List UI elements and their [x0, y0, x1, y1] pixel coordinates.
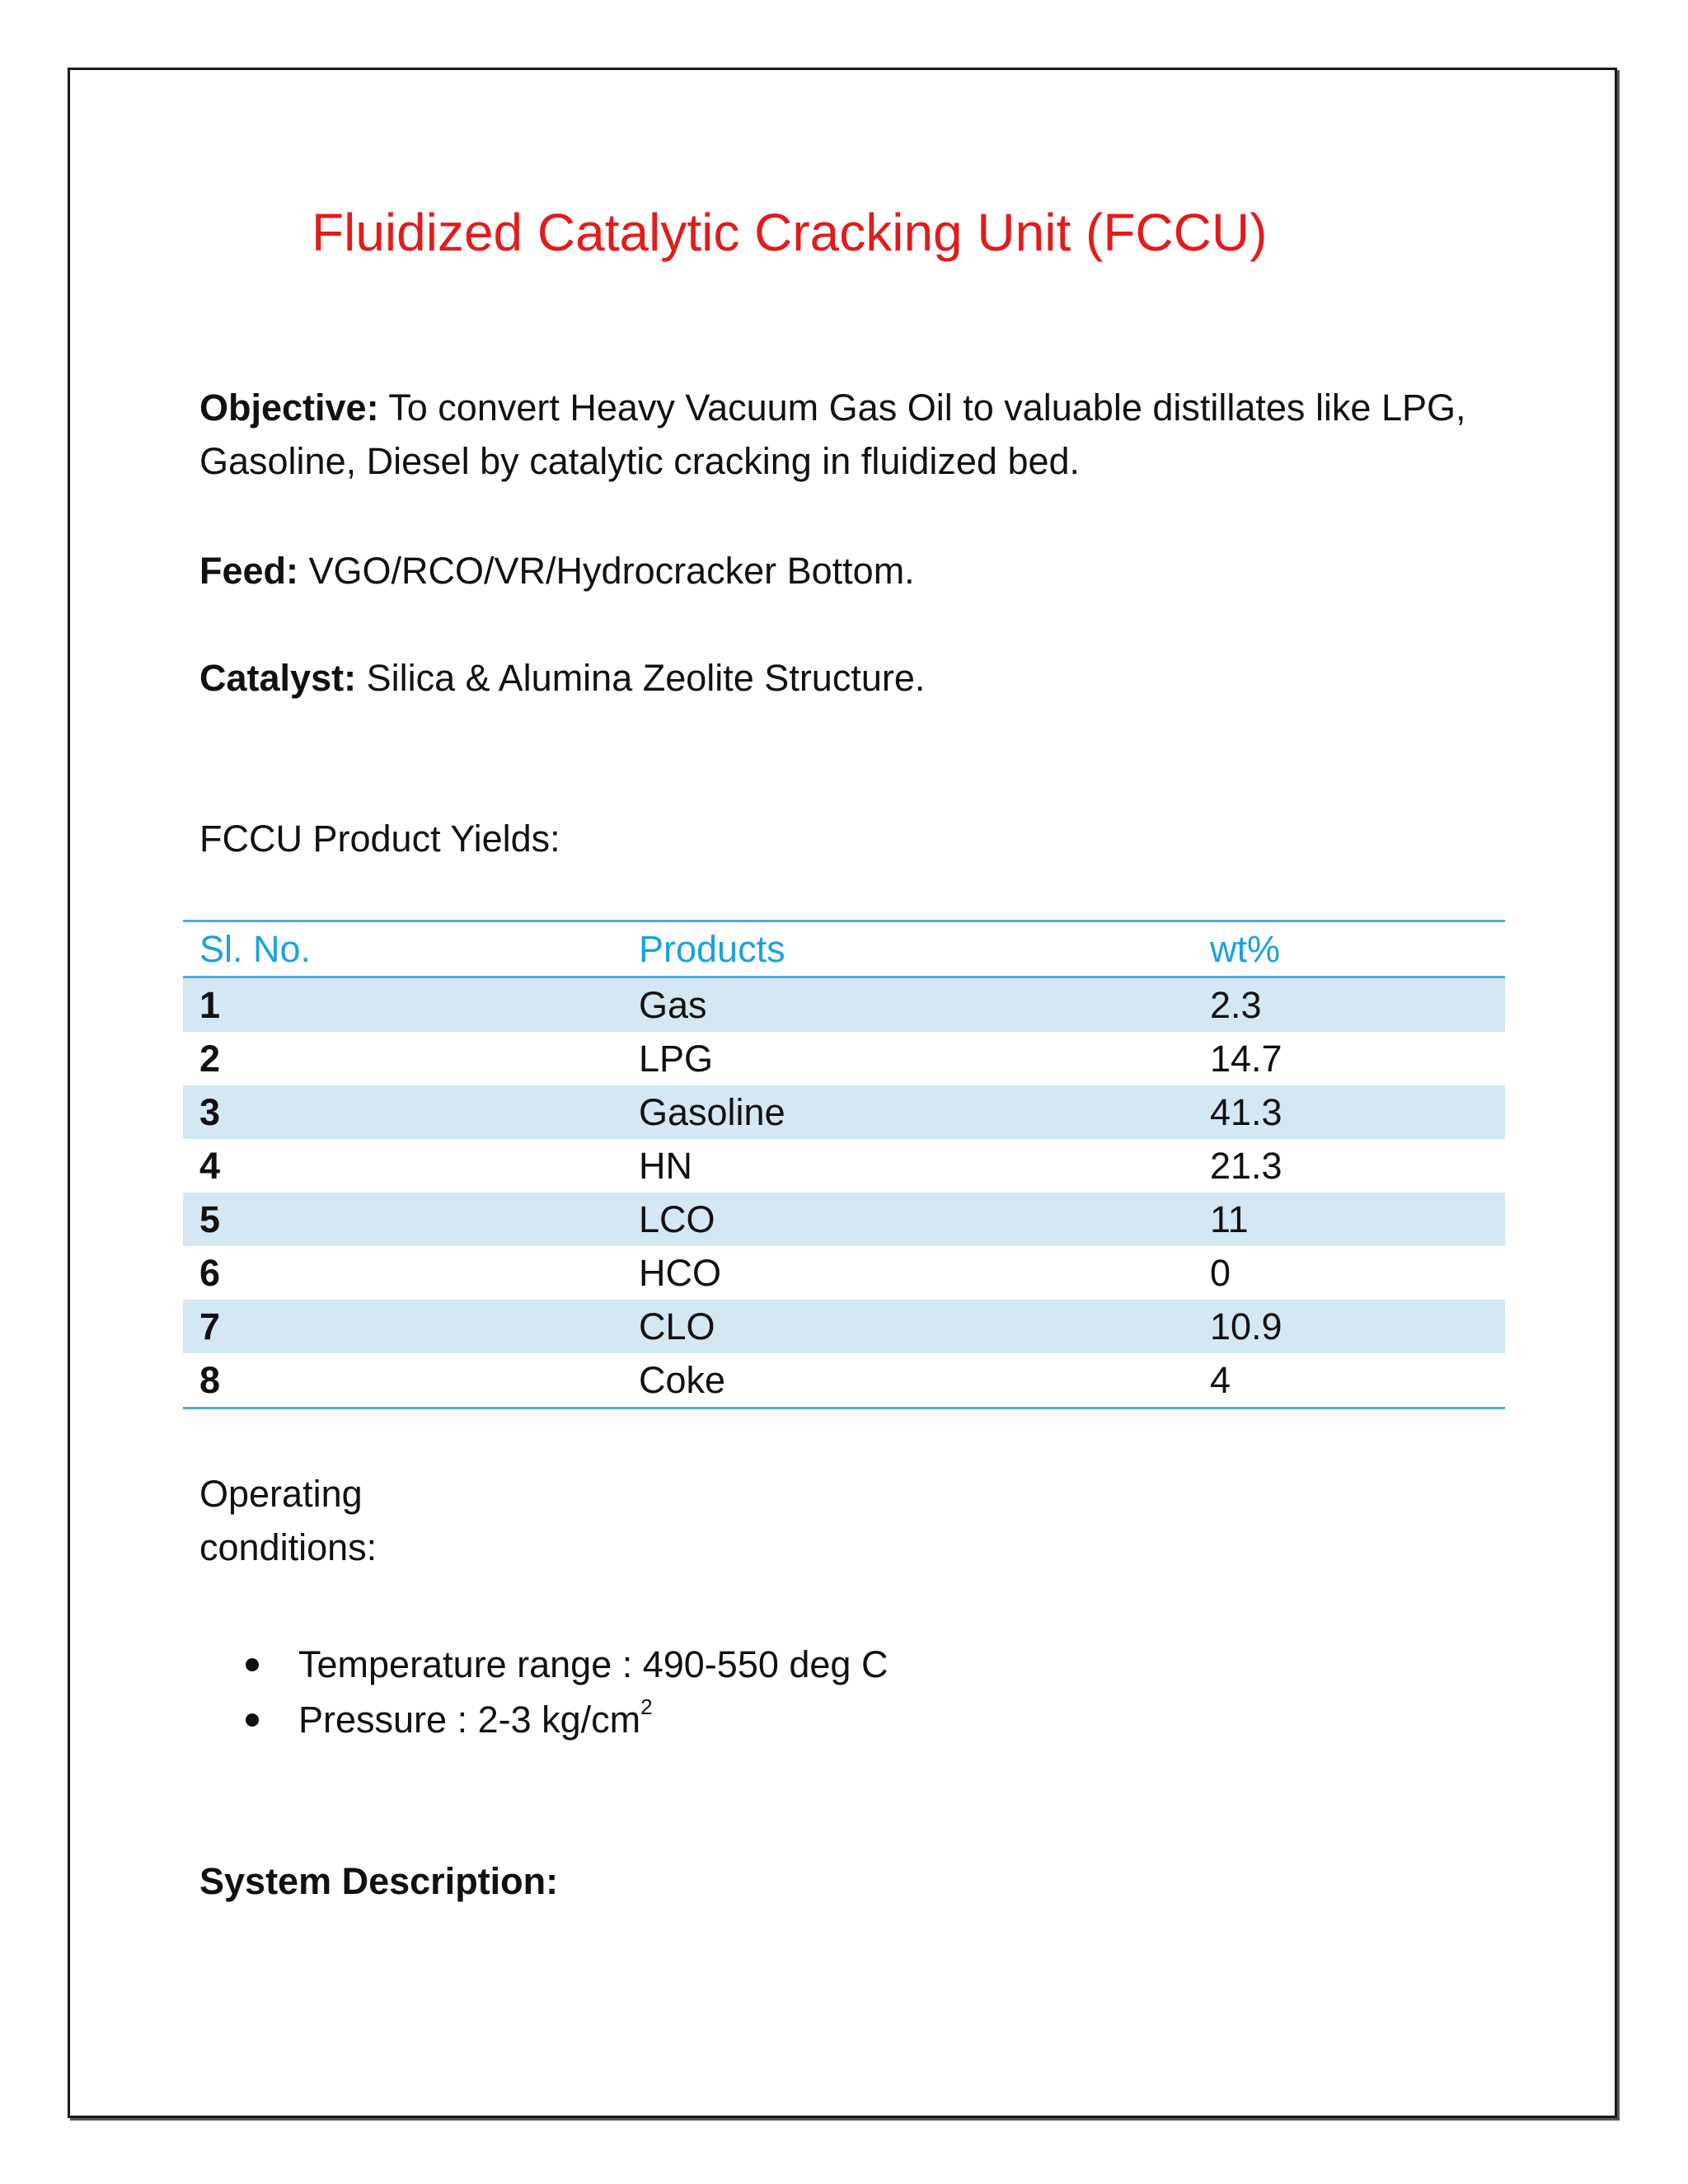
cell-wt: 21.3	[1210, 1144, 1282, 1187]
cell-wt: 0	[1210, 1251, 1231, 1294]
cell-wt: 4	[1193, 1353, 1505, 1408]
cell-sl-no: 5	[183, 1193, 622, 1246]
cell-sl-no: 7	[183, 1300, 622, 1353]
cell-sl-no: 1	[183, 977, 622, 1033]
cell-product: LPG	[639, 1037, 714, 1080]
table-row	[183, 1193, 1505, 1246]
cell-wt: 11	[1193, 1193, 1505, 1246]
header-wt-percent: wt%	[1193, 921, 1505, 977]
feed-paragraph	[199, 544, 1518, 598]
catalyst-label: Catalyst:	[199, 657, 357, 699]
cell-product: HN	[639, 1144, 692, 1187]
bullet-icon	[246, 1658, 259, 1671]
table-row	[183, 1139, 1505, 1193]
list-item	[199, 1693, 925, 1746]
cell-product: LCO	[622, 1193, 1193, 1246]
table-row	[183, 1246, 1505, 1300]
cell-sl-no: 6	[199, 1251, 221, 1294]
pressure-condition: Pressure : 2-3 kg/cm	[298, 1699, 641, 1741]
cell-sl-no: 4	[199, 1144, 221, 1187]
objective-text: To convert Heavy Vacuum Gas Oil to valuable distillates like LPG, Gasoline, Diesel by catalytic cracking in fluidized bed.	[199, 387, 1466, 482]
cell-product: CLO	[622, 1300, 1193, 1353]
bullet-icon	[246, 1713, 259, 1727]
yields-heading: FCCU Product Yields:	[199, 818, 560, 860]
cell-product: Gas	[622, 977, 1193, 1033]
feed-label: Feed:	[199, 550, 299, 592]
cell-product: Coke	[622, 1353, 1193, 1408]
table-row	[183, 1085, 1505, 1139]
table-row	[183, 1032, 1505, 1085]
operating-conditions-list	[199, 1638, 941, 1748]
cell-wt: 41.3	[1193, 1085, 1505, 1139]
catalyst-text: Silica & Alumina Zeolite Structure.	[356, 657, 926, 699]
table-row	[183, 977, 1505, 1033]
header-products: Products	[622, 921, 1193, 977]
cell-wt: 10.9	[1193, 1300, 1505, 1353]
cell-sl-no: 3	[183, 1085, 622, 1139]
cell-wt: 14.7	[1210, 1037, 1282, 1080]
pressure-superscript: 2	[640, 1694, 653, 1719]
catalyst-paragraph	[199, 651, 1518, 705]
cell-wt: 2.3	[1193, 977, 1505, 1033]
table-header-row	[183, 921, 1505, 977]
operating-conditions-heading: Operating conditions:	[199, 1473, 377, 1568]
system-description-heading: System Description:	[199, 1860, 559, 1902]
cell-sl-no: 8	[183, 1353, 622, 1408]
cell-sl-no: 2	[199, 1037, 221, 1080]
cell-product: HCO	[639, 1251, 721, 1294]
cell-product: Gasoline	[622, 1085, 1193, 1139]
product-yields-table	[183, 920, 1505, 1409]
list-item	[199, 1638, 925, 1691]
feed-text: VGO/RCO/VR/Hydrocracker Bottom.	[298, 550, 915, 592]
page-title: Fluidized Catalytic Cracking Unit (FCCU)	[312, 203, 1268, 262]
temperature-condition: Temperature range : 490-550 deg C	[298, 1643, 889, 1685]
objective-label: Objective:	[199, 387, 379, 429]
objective-paragraph	[199, 381, 1518, 488]
header-sl-no: Sl. No.	[183, 921, 622, 977]
table-row	[183, 1353, 1505, 1408]
table-row	[183, 1300, 1505, 1353]
